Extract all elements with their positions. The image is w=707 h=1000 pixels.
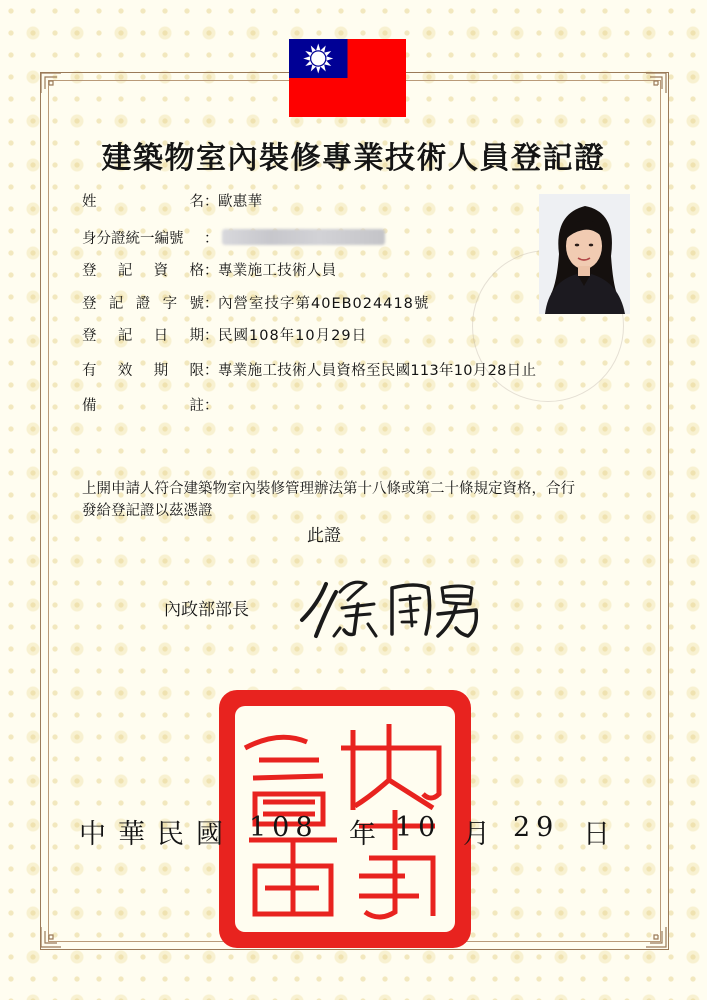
- label-char: 證: [135, 295, 151, 312]
- label-char: 登: [82, 262, 97, 279]
- label-char: 備: [82, 397, 97, 414]
- colon: ：: [204, 193, 219, 210]
- label-char: 記: [117, 262, 133, 279]
- label-char: 登: [82, 295, 97, 312]
- label-char: 註: [189, 397, 204, 414]
- field-row-name: [82, 189, 262, 211]
- statement-line-1: 上開申請人符合建築物室內裝修管理辦法第十八條或第二十條規定資格，合行: [82, 481, 575, 497]
- statement-line-2: 發給登記證以茲憑證: [82, 503, 213, 519]
- date-year: 108: [249, 812, 319, 843]
- statement-text: [82, 478, 662, 522]
- corner-ornament-top-left: [40, 72, 62, 94]
- this-certificate-label: 此證: [307, 526, 341, 546]
- holder-photo: [539, 194, 630, 314]
- field-row-id: [82, 226, 385, 248]
- date-year-unit: 年: [349, 819, 376, 850]
- date-month-unit: 月: [463, 819, 490, 850]
- field-row-remarks: [82, 393, 218, 415]
- label-char: 資: [153, 262, 169, 279]
- field-value-cert-number: 內營室技字第40EB024418號: [218, 295, 430, 312]
- label-char: 記: [117, 327, 133, 344]
- label-char: 記: [108, 295, 124, 312]
- certificate-title: 建築物室內裝修專業技術人員登記證: [101, 141, 606, 176]
- field-row-cert-number: [82, 291, 429, 313]
- field-value-name: 歐惠華: [218, 193, 263, 210]
- field-value-validity: 專業施工技術人員資格至民國113年10月28日止: [218, 362, 537, 379]
- date-day-unit: 日: [583, 819, 610, 850]
- field-row-qualification: [82, 258, 336, 280]
- redacted-id-number: [222, 229, 385, 245]
- label-char: 期: [153, 362, 169, 379]
- field-label: [82, 324, 204, 345]
- colon: ：: [204, 362, 219, 379]
- field-value-qualification: 專業施工技術人員: [218, 262, 337, 279]
- national-flag: [289, 39, 406, 117]
- label-char: 姓: [82, 193, 97, 210]
- field-label: [82, 259, 204, 280]
- field-label: 身分證統一編號: [82, 230, 184, 247]
- colon: ：: [204, 295, 219, 312]
- date-day: 29: [513, 812, 560, 843]
- label-char: 名: [189, 193, 204, 210]
- field-label: [82, 190, 204, 211]
- date-era: 中華民國: [79, 819, 235, 850]
- corner-ornament-bottom-right: [645, 926, 667, 948]
- issue-date: [79, 812, 639, 848]
- field-row-validity: [82, 358, 536, 380]
- label-char: 限: [189, 362, 204, 379]
- colon: ：: [204, 262, 219, 279]
- label-char: 登: [82, 327, 97, 344]
- colon: ：: [204, 397, 219, 414]
- corner-ornament-top-right: [645, 72, 667, 94]
- label-char: 字: [162, 295, 178, 312]
- label-char: 效: [117, 362, 133, 379]
- field-row-registration-date: [82, 323, 367, 345]
- colon: ：: [204, 230, 219, 247]
- field-label: [82, 359, 204, 380]
- label-char: 日: [153, 327, 169, 344]
- colon: ：: [204, 327, 219, 344]
- field-label: [82, 292, 204, 313]
- label-char: 格: [189, 262, 204, 279]
- corner-ornament-bottom-left: [40, 926, 62, 948]
- minister-signature: [296, 570, 486, 642]
- label-char: 期: [189, 327, 204, 344]
- minister-title: 內政部部長: [164, 600, 249, 620]
- label-char: 號: [189, 295, 204, 312]
- field-label: [82, 394, 204, 415]
- date-month: 10: [395, 812, 442, 843]
- label-char: 有: [82, 362, 97, 379]
- field-value-registration-date: 民國108年10月29日: [218, 327, 368, 344]
